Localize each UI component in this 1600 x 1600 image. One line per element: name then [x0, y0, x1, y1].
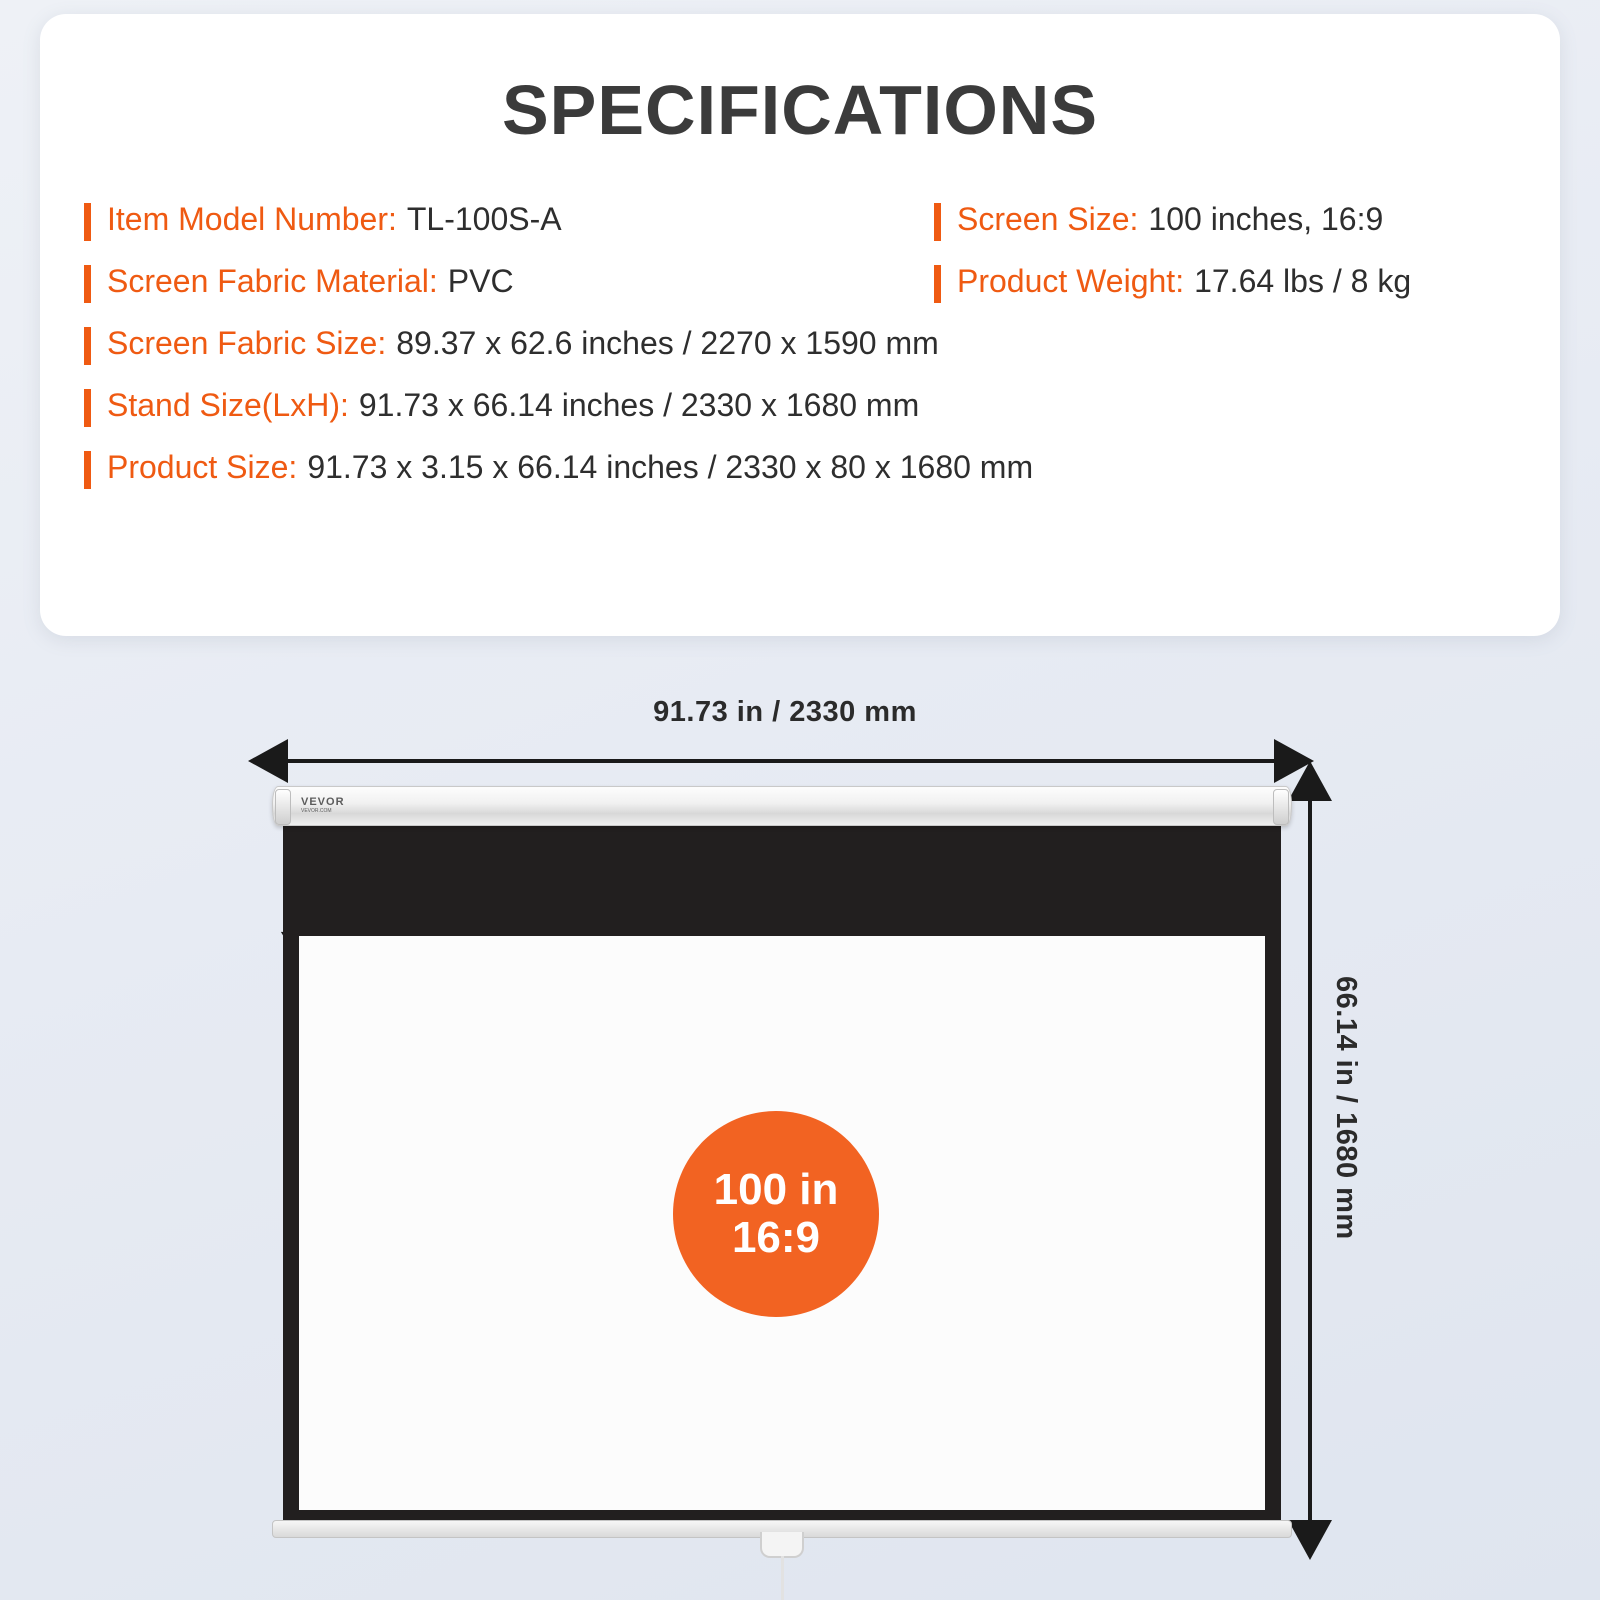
- housing-end-cap-right: [1273, 789, 1289, 825]
- spec-row: [84, 438, 1560, 500]
- spec-label: Product Weight:: [957, 263, 1185, 299]
- spec-label: Item Model Number:: [107, 201, 397, 237]
- spec-row: [84, 190, 1560, 252]
- spec-value: 17.64 lbs / 8 kg: [1194, 263, 1412, 299]
- accent-bar-icon: [84, 451, 91, 489]
- pull-hook-icon: [760, 1532, 804, 1558]
- badge-ratio: 16:9: [731, 1213, 821, 1262]
- accent-bar-icon: [84, 389, 91, 427]
- spec-item-screen-fabric-material: [84, 252, 934, 314]
- spec-value: TL-100S-A: [406, 201, 562, 237]
- accent-bar-icon: [84, 327, 91, 365]
- spec-item-product-size: [84, 438, 1033, 500]
- spec-value: 89.37 x 62.6 inches / 2270 x 1590 mm: [396, 325, 939, 361]
- spec-label: Product Size:: [107, 449, 298, 485]
- spec-label: Screen Fabric Material:: [107, 263, 438, 299]
- spec-item-stand-size: [84, 376, 919, 438]
- spec-row: [84, 376, 1560, 438]
- width-dimension-label: 91.73 in / 2330 mm: [653, 696, 917, 728]
- screen-housing: [272, 786, 1292, 826]
- spec-item-screen-fabric-size: [84, 314, 939, 376]
- page-title: SPECIFICATIONS: [501, 71, 1099, 149]
- spec-item-screen-size: [934, 190, 1554, 252]
- accent-bar-icon: [84, 203, 91, 241]
- brand-name: VEVOR: [301, 796, 345, 808]
- spec-label: Screen Size:: [957, 201, 1139, 237]
- badge-size: 100 in: [713, 1165, 839, 1215]
- housing-end-cap-left: [275, 789, 291, 825]
- spec-label: Screen Fabric Size:: [107, 325, 387, 361]
- spec-value: 91.73 x 3.15 x 66.14 inches / 2330 x 80 x 1680 mm: [307, 449, 1034, 485]
- status-badge: [673, 1111, 879, 1317]
- height-dimension-label: 66.14 in / 1680 mm: [1330, 976, 1362, 1240]
- product-diagram: [0, 636, 1600, 1600]
- accent-bar-icon: [84, 265, 91, 303]
- brand-logo: [301, 796, 345, 814]
- spec-value: 100 inches, 16:9: [1148, 201, 1384, 237]
- specifications-card: [40, 14, 1560, 636]
- spec-item-item-model-number: [84, 190, 934, 252]
- spec-value: PVC: [447, 263, 514, 299]
- spec-row: [84, 252, 1560, 314]
- spec-item-product-weight: [934, 252, 1554, 314]
- spec-value: 91.73 x 66.14 inches / 2330 x 1680 mm: [358, 387, 920, 423]
- spec-list: [40, 190, 1560, 500]
- spec-label: Stand Size(LxH):: [107, 387, 349, 423]
- accent-bar-icon: [934, 203, 941, 241]
- spec-row: [84, 314, 1560, 376]
- pull-cord: [781, 1556, 784, 1600]
- brand-sub: VEVOR.COM: [301, 808, 332, 814]
- accent-bar-icon: [934, 265, 941, 303]
